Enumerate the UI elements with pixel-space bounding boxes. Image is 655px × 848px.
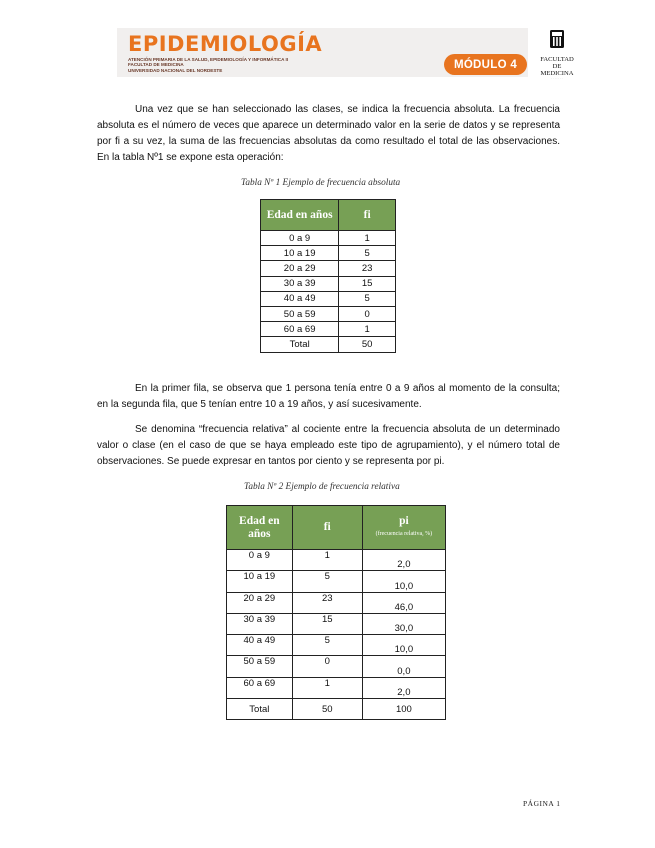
column-header [362, 506, 445, 550]
table-row [227, 550, 446, 571]
table-cell: Total [227, 699, 293, 720]
table-header-row [227, 506, 446, 550]
table-cell: 1 [339, 322, 396, 337]
table-cell: 1 [339, 231, 396, 246]
table-row [261, 306, 396, 321]
table-cell: 40 a 49 [261, 291, 339, 306]
table-cell: 10 a 19 [227, 571, 293, 592]
table-cell: 46,0 [362, 592, 445, 613]
table-cell: 30,0 [362, 613, 445, 634]
table-row [261, 261, 396, 276]
table-row [227, 677, 446, 698]
table1-caption: Tabla Nº 1 Ejemplo de frecuencia absoluta [241, 178, 401, 188]
column-header: fi [339, 200, 396, 231]
table-cell: 10,0 [362, 571, 445, 592]
subtitle-line: FACULTAD DE MEDICINA [128, 62, 184, 68]
table-cell: 60 a 69 [261, 322, 339, 337]
table-cell: 0 [339, 306, 396, 321]
header-banner [117, 28, 528, 77]
table-cell: 20 a 29 [261, 261, 339, 276]
table-row [261, 231, 396, 246]
table-row [261, 291, 396, 306]
table-cell: 5 [292, 571, 362, 592]
paragraph-relative-frequency: Se denomina “frecuencia relativa” al cociente entre la frecuencia absoluta de un determinado valor o clase (en el caso de que se haya empleado este tipo de agrupamiento), y el número total de observaciones. Se puede expresar en tantos por ciento y se representa por pi. [97, 424, 560, 467]
table-row [227, 613, 446, 634]
table-row [227, 656, 446, 677]
table-header-row [261, 200, 396, 231]
table-row [227, 571, 446, 592]
table-cell: Total [261, 337, 339, 352]
table-cell: 1 [292, 550, 362, 571]
course-subtitle [128, 57, 288, 73]
column-header: Edad en años [227, 506, 293, 550]
table-cell: 30 a 39 [261, 276, 339, 291]
relative-frequency-table [226, 505, 446, 720]
table-cell: 23 [339, 261, 396, 276]
column-header-note: (frecuencia relativa, %) [375, 531, 433, 537]
logo-line: FACULTAD [540, 56, 574, 63]
logo-small-text: · · · · · · · [551, 76, 563, 80]
absolute-frequency-table [260, 199, 396, 353]
table-cell: 2,0 [362, 677, 445, 698]
table-cell: 50 [339, 337, 396, 352]
course-title: EPIDEMIOLOGÍA [128, 32, 323, 56]
module-badge: MÓDULO 4 [444, 54, 527, 75]
subtitle-line: UNIVERSIDAD NACIONAL DEL NORDESTE [128, 67, 223, 73]
table-row [261, 337, 396, 352]
table-cell: 50 a 59 [261, 306, 339, 321]
table-cell: 0 a 9 [261, 231, 339, 246]
table-cell: 50 a 59 [227, 656, 293, 677]
table-cell: 10,0 [362, 635, 445, 656]
paragraph-first-row: En la primer fila, se observa que 1 persona tenía entre 0 a 9 años al momento de la consulta; en la segunda fila, que 5 tenían entre 10 a 19 años, y así sucesivamente. [97, 383, 560, 410]
page-number: PÁGINA 1 [523, 799, 561, 808]
table-cell: 10 a 19 [261, 246, 339, 261]
column-header: Edad en años [261, 200, 339, 231]
table-cell: 0 [292, 656, 362, 677]
table-cell: 60 a 69 [227, 677, 293, 698]
table-cell: 1 [292, 677, 362, 698]
table-cell: 0,0 [362, 656, 445, 677]
table-cell: 30 a 39 [227, 613, 293, 634]
subtitle-line: ATENCIÓN PRIMARIA DE LA SALUD, EPIDEMIOLOGÍA Y INFORMÁTICA II [128, 57, 289, 62]
table-cell: 5 [292, 635, 362, 656]
table2-caption: Tabla Nº 2 Ejemplo de frecuencia relativa [244, 482, 400, 492]
logo-line: DE MEDICINA [540, 63, 574, 77]
table-cell: 100 [362, 699, 445, 720]
faculty-logo [536, 29, 578, 80]
column-header-pi: pi [399, 515, 409, 527]
table-cell: 23 [292, 592, 362, 613]
logo-text [536, 56, 578, 77]
column-header: fi [292, 506, 362, 550]
table-row [261, 276, 396, 291]
table-row [227, 592, 446, 613]
table-cell: 0 a 9 [227, 550, 293, 571]
paragraph-absolute-frequency: Una vez que se han seleccionado las clases, se indica la frecuencia absoluta. La frecuencia absoluta es el número de veces que aparece un determinado valor en la serie de datos y se representa por fi a su vez, la suma de las frecuencias absolutas da como resultado el total de las observaciones. En la tabla Nº1 se expone esta operación: [97, 104, 560, 163]
table-cell: 40 a 49 [227, 635, 293, 656]
table-row [227, 699, 446, 720]
crest-icon [549, 29, 565, 50]
table-cell: 5 [339, 246, 396, 261]
table-cell: 50 [292, 699, 362, 720]
table-cell: 15 [339, 276, 396, 291]
table-cell: 2,0 [362, 550, 445, 571]
table-row [261, 246, 396, 261]
table-row [261, 322, 396, 337]
table-row [227, 635, 446, 656]
table-cell: 20 a 29 [227, 592, 293, 613]
table-cell: 15 [292, 613, 362, 634]
table-cell: 5 [339, 291, 396, 306]
